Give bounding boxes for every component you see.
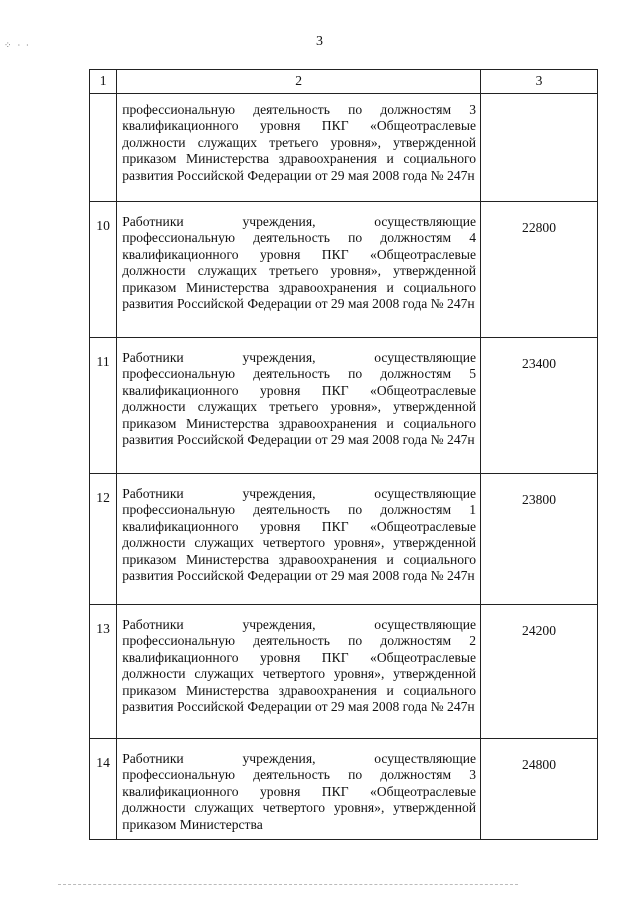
row-number: 12 (90, 474, 117, 605)
row-value: 24200 (481, 605, 598, 739)
row-number: 13 (90, 605, 117, 739)
row-number: 14 (90, 739, 117, 840)
row-value: 24800 (481, 739, 598, 840)
row-description-text: Работники учреждения, осуществляющие профессиональную деятельность по должностям 4 квалификационного уровня ПКГ «Общеотраслевые должности служащих третьего уровня», утвержденной приказом Министерства здравоохранения и социального развития Российской Федерации от 29 мая 2008 года № 247н (122, 214, 477, 312)
salary-table (89, 69, 598, 840)
row-description-text: профессиональную деятельность по должностям 3 квалификационного уровня ПКГ «Общеотраслевые должности служащих третьего уровня», утвержденной приказом Министерства здравоохранения и социального развития Российской Федерации от 29 мая 2008 года № 247н (122, 102, 477, 183)
table-row (90, 474, 598, 605)
row-value: 23400 (481, 338, 598, 474)
row-description (117, 338, 481, 474)
row-description-text: Работники учреждения, осуществляющие профессиональную деятельность по должностям 5 квалификационного уровня ПКГ «Общеотраслевые должности служащих третьего уровня», утвержденной приказом Министерства здравоохранения и социального развития Российской Федерации от 29 мая 2008 года № 247н (122, 350, 477, 448)
row-description-text: Работники учреждения, осуществляющие профессиональную деятельность по должностям 1 квалификационного уровня ПКГ «Общеотраслевые должности служащих четвертого уровня», утвержденной приказом Министерства здравоохранения и социального развития Российской Федерации от 29 мая 2008 года № 247н (122, 486, 477, 584)
row-description (117, 605, 481, 739)
table-row (90, 202, 598, 338)
row-description (117, 202, 481, 338)
row-number: 11 (90, 338, 117, 474)
table-row (90, 94, 598, 202)
page-number: 3 (316, 34, 323, 49)
row-description-text: Работники учреждения, осуществляющие профессиональную деятельность по должностям 2 квалификационного уровня ПКГ «Общеотраслевые должности служащих четвертого уровня», утвержденной приказом Министерства здравоохранения и социального развития Российской Федерации от 29 мая 2008 года № 247н (122, 617, 477, 715)
row-description (117, 739, 481, 840)
row-number (90, 94, 117, 202)
table-header-row (90, 70, 598, 94)
header-col-2: 2 (117, 70, 481, 94)
row-number: 10 (90, 202, 117, 338)
row-description-text: Работники учреждения, осуществляющие профессиональную деятельность по должностям 3 квалификационного уровня ПКГ «Общеотраслевые должности служащих четвертого уровня», утвержденной приказом Министерства (122, 751, 477, 832)
header-col-3: 3 (481, 70, 598, 94)
row-description (117, 94, 481, 202)
header-col-1: 1 (90, 70, 117, 94)
row-value (481, 94, 598, 202)
scan-edge-line (58, 884, 518, 885)
row-value: 22800 (481, 202, 598, 338)
scan-artifact: ⁘ ∙ ∙ (4, 40, 31, 50)
row-description (117, 474, 481, 605)
row-value: 23800 (481, 474, 598, 605)
table-row (90, 739, 598, 840)
table-row (90, 338, 598, 474)
table-row (90, 605, 598, 739)
